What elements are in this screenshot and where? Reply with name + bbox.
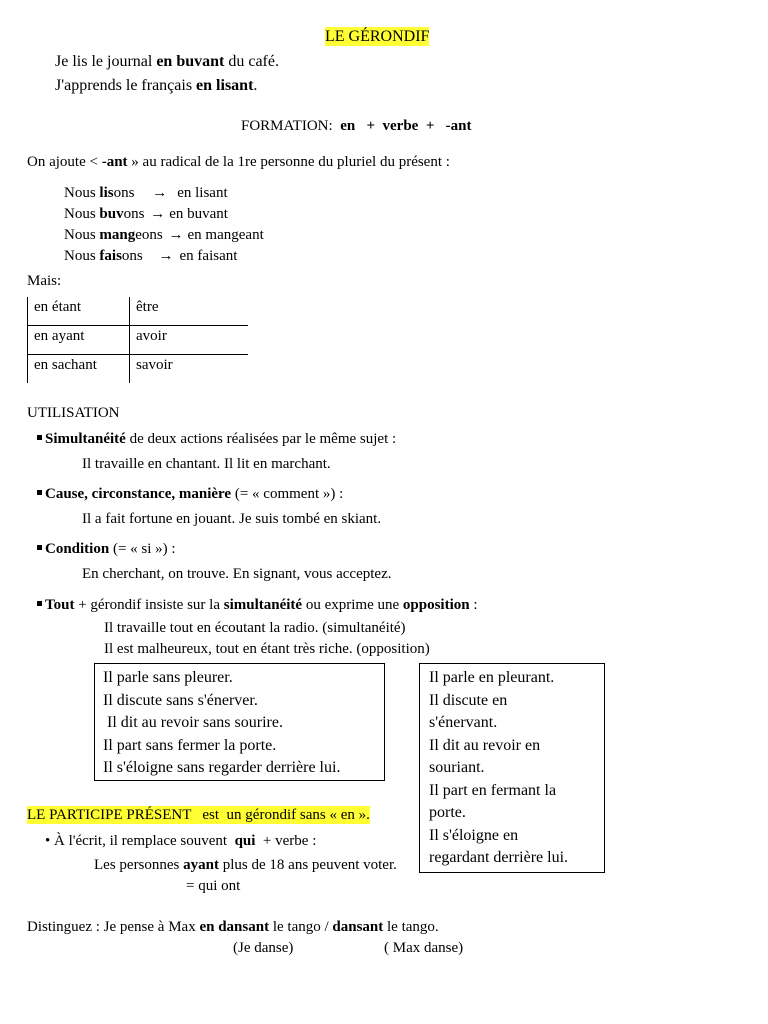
intro-example-1: Je lis le journal en buvant du café. [55,53,279,70]
usage-item-simultaneite: Simultanéité de deux actions réalisées par le même sujet : [37,430,396,448]
page-title: LE GÉRONDIF [325,28,430,45]
participe-present-heading: LE PARTICIPE PRÉSENT est un gérondif sans « en ». [27,807,370,823]
box-line: regardant derrière lui. [429,849,569,866]
arrow-icon: → [158,248,174,264]
arrow-icon: → [152,185,168,201]
table-cell: avoir [130,326,249,355]
conjugation-row: Nous lisons → en lisant [64,185,228,201]
participe-equivalent: = qui ont [186,878,241,894]
participe-bullet: • À l'écrit, il remplace souvent qui + verbe : [45,833,317,849]
utilisation-heading: UTILISATION [27,405,120,421]
conjugation-row: Nous mangeons → en mangeant [64,227,264,243]
square-bullet-icon [37,601,42,606]
square-bullet-icon [37,490,42,495]
formation-line: FORMATION: en + verbe + -ant [241,118,472,134]
table-row [28,297,249,326]
square-bullet-icon [37,545,42,550]
usage-example: Il a fait fortune en jouant. Je suis tombé en skiant. [82,511,382,527]
table-cell: en sachant [28,355,130,384]
box-line: Il s'éloigne en [429,826,519,844]
mais-label: Mais: [27,273,62,289]
box-line: Il dit au revoir en [429,736,541,754]
en-examples-box [419,663,605,873]
usage-item-tout: Tout + gérondif insiste sur la simultanéité ou exprime une opposition : [37,596,478,614]
box-line: souriant. [429,759,485,776]
box-line: Il s'éloigne sans regarder derrière lui. [103,759,341,776]
arrow-icon: → [168,227,184,243]
box-line: Il part en fermant la [429,781,557,799]
box-line: s'énervant. [429,714,498,731]
irregular-table [27,297,248,383]
arrow-icon: → [150,206,166,222]
usage-item-condition: Condition (= « si ») : [37,540,176,558]
table-row [28,326,249,355]
usage-example: Il travaille tout en écoutant la radio. (simultanéité) [104,620,406,636]
square-bullet-icon [37,435,42,440]
distinguez-note-max: ( Max danse) [384,940,464,956]
intro-example-2: J'apprends le français en lisant. [55,77,258,94]
box-line: Il discute sans s'énerver. [103,691,258,709]
box-line: Il parle en pleurant. [429,669,555,686]
table-cell: en étant [28,297,130,326]
table-cell: être [130,297,249,326]
usage-example: En cherchant, on trouve. En signant, vous acceptez. [82,566,392,582]
distinguez-note-je: (Je danse) [233,940,294,956]
usage-example: Il travaille en chantant. Il lit en marchant. [82,456,331,472]
participe-example: Les personnes ayant plus de 18 ans peuvent voter. [94,857,397,873]
distinguez-line: Distinguez : Je pense à Max en dansant le tango / dansant le tango. [27,919,439,935]
conjugation-row: Nous buvons → en buvant [64,206,228,222]
box-line: Il discute en [429,691,508,709]
table-cell: en ayant [28,326,130,355]
formation-rule: On ajoute < -ant » au radical de la 1re personne du pluriel du présent : [27,154,450,170]
sans-examples-box [94,663,385,781]
box-line: Il part sans fermer la porte. [103,736,277,754]
usage-example: Il est malheureux, tout en étant très riche. (opposition) [104,641,430,657]
box-line: porte. [429,804,466,821]
usage-item-cause: Cause, circonstance, manière (= « comment ») : [37,485,343,503]
conjugation-row: Nous faisons → en faisant [64,248,238,264]
table-row [28,355,249,384]
table-cell: savoir [130,355,249,384]
box-line: Il dit au revoir sans sourire. [103,714,283,731]
box-line: Il parle sans pleurer. [103,669,233,686]
